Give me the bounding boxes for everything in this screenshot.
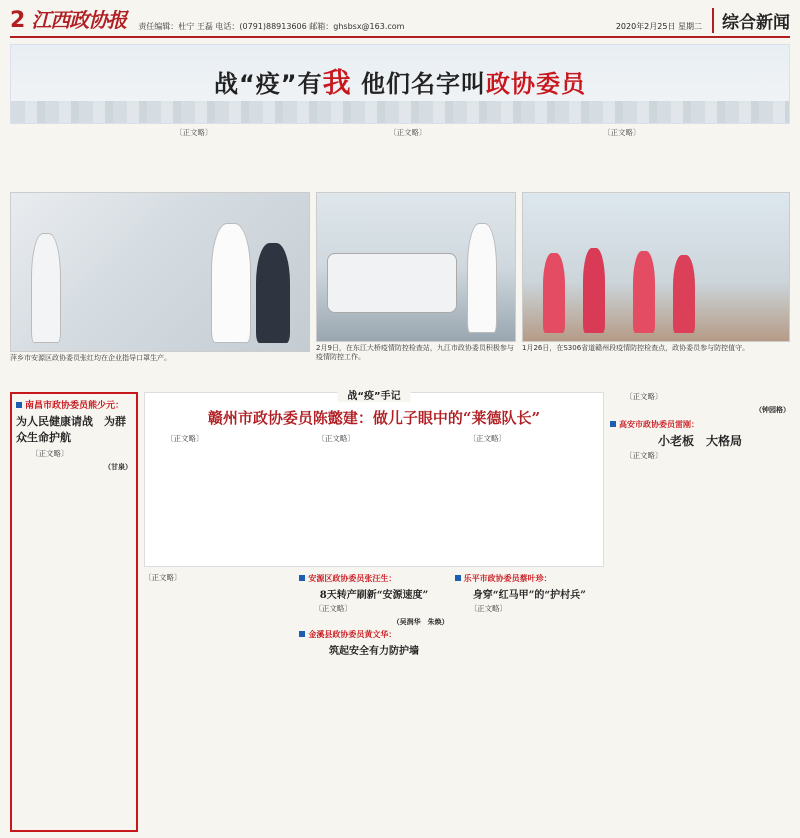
article-kicker xyxy=(299,629,448,640)
article-body: 〔正文略〕 xyxy=(625,451,663,461)
photo-strip xyxy=(10,192,790,382)
article-title: 筑起安全有力防护墙 xyxy=(328,646,419,658)
middle-column xyxy=(144,392,604,832)
headline-red: 我 xyxy=(322,66,352,99)
feature-tag: 战“疫”手记 xyxy=(337,387,410,402)
feature-article xyxy=(144,392,604,567)
article-kicker xyxy=(299,573,448,584)
continued-text: 〔正文略〕 xyxy=(144,573,182,582)
masthead xyxy=(10,8,790,38)
sub-article-1 xyxy=(144,573,293,832)
square-bullet-icon xyxy=(16,402,22,408)
article-title: 为人民健康请战 为群众生命护航 xyxy=(16,415,126,444)
feature-col: 〔正文略〕 xyxy=(317,434,355,443)
article-body: 〔正文略〕 xyxy=(469,604,508,613)
right-column xyxy=(610,392,790,832)
byline: （钟园格） xyxy=(755,405,790,414)
square-bullet-icon xyxy=(299,575,305,581)
left-article xyxy=(10,392,138,832)
square-bullet-icon xyxy=(610,421,616,427)
issue-date: 2020年2月25日 星期二 xyxy=(615,22,702,32)
article-title: 身穿“红马甲”的“护村兵” xyxy=(472,590,586,601)
kicker-text: 安源区政协委员张汪生： xyxy=(308,574,397,583)
feature-col: 〔正文略〕 xyxy=(166,434,204,443)
kicker-text: 南昌市政协委员熊少元： xyxy=(25,401,125,411)
village-photo xyxy=(522,192,790,342)
kicker-text: 乐平市政协委员蔡叶珍： xyxy=(463,574,552,583)
kicker-text: 高安市政协委员雷刚： xyxy=(619,420,699,430)
checkpoint-photo xyxy=(316,192,516,342)
photo-block-2 xyxy=(316,192,516,382)
article-kicker xyxy=(455,573,604,584)
page-number: 2 xyxy=(10,8,26,33)
section-title: 综合新闻 xyxy=(712,8,790,33)
article-body: 〔正文略〕 xyxy=(625,392,663,401)
skyline-decoration xyxy=(11,101,789,123)
article-kicker xyxy=(610,419,790,430)
sub-articles xyxy=(144,573,604,832)
photo-caption: 1月26日，在S306省道赣州段疫情防控检查点，政协委员参与防控值守。 xyxy=(522,344,750,352)
headline-banner xyxy=(10,44,790,124)
intro-col: 〔正文略〕 xyxy=(175,128,213,137)
headline-red: 政协委员 xyxy=(485,70,586,98)
headline-part: 他们名字叫 xyxy=(351,70,486,98)
editor-contact: 责任编辑：杜宁 王磊 电话：(0791)88913606 邮箱：ghsbsx@163.com xyxy=(138,22,405,32)
sub-article-2 xyxy=(299,573,448,832)
factory-photo xyxy=(10,192,310,352)
article-title: 小老板 大格局 xyxy=(657,434,742,449)
feature-col: 〔正文略〕 xyxy=(468,434,507,443)
feature-title: 赣州市政协委员陈懿建：做儿子眼中的“莱德队长” xyxy=(207,409,541,427)
photo-caption: 2月9日，在东江大桥疫情防控检查站，九江市政协委员积极参与疫情防控工作。 xyxy=(316,344,514,362)
newspaper-logo: 江西政协报 xyxy=(31,8,127,32)
square-bullet-icon xyxy=(455,575,461,581)
photo-block-1 xyxy=(10,192,310,382)
article-body: 〔正文略〕 xyxy=(314,604,352,613)
intro-col: 〔正文略〕 xyxy=(603,128,641,137)
sub-article-3 xyxy=(455,573,604,832)
photo-caption: 萍乡市安源区政协委员张红均在企业指导口罩生产。 xyxy=(10,354,171,362)
article-title: 8天转产刷新“安源速度” xyxy=(319,590,429,601)
headline-part: 战“疫”有 xyxy=(214,70,323,98)
intro-col: 〔正文略〕 xyxy=(389,128,427,137)
article-kicker xyxy=(16,398,132,411)
intro-text xyxy=(10,128,790,188)
byline: （甘泉） xyxy=(104,462,132,471)
photo-block-3 xyxy=(522,192,790,382)
article-body: 〔正文略〕 xyxy=(31,449,69,458)
page-headline xyxy=(11,61,789,101)
feature-body xyxy=(151,434,597,445)
square-bullet-icon xyxy=(299,631,305,637)
kicker-text: 金溪县政协委员黄文华： xyxy=(308,630,397,640)
lower-section xyxy=(10,392,790,832)
byline: （吴润华 朱焕） xyxy=(392,617,449,626)
